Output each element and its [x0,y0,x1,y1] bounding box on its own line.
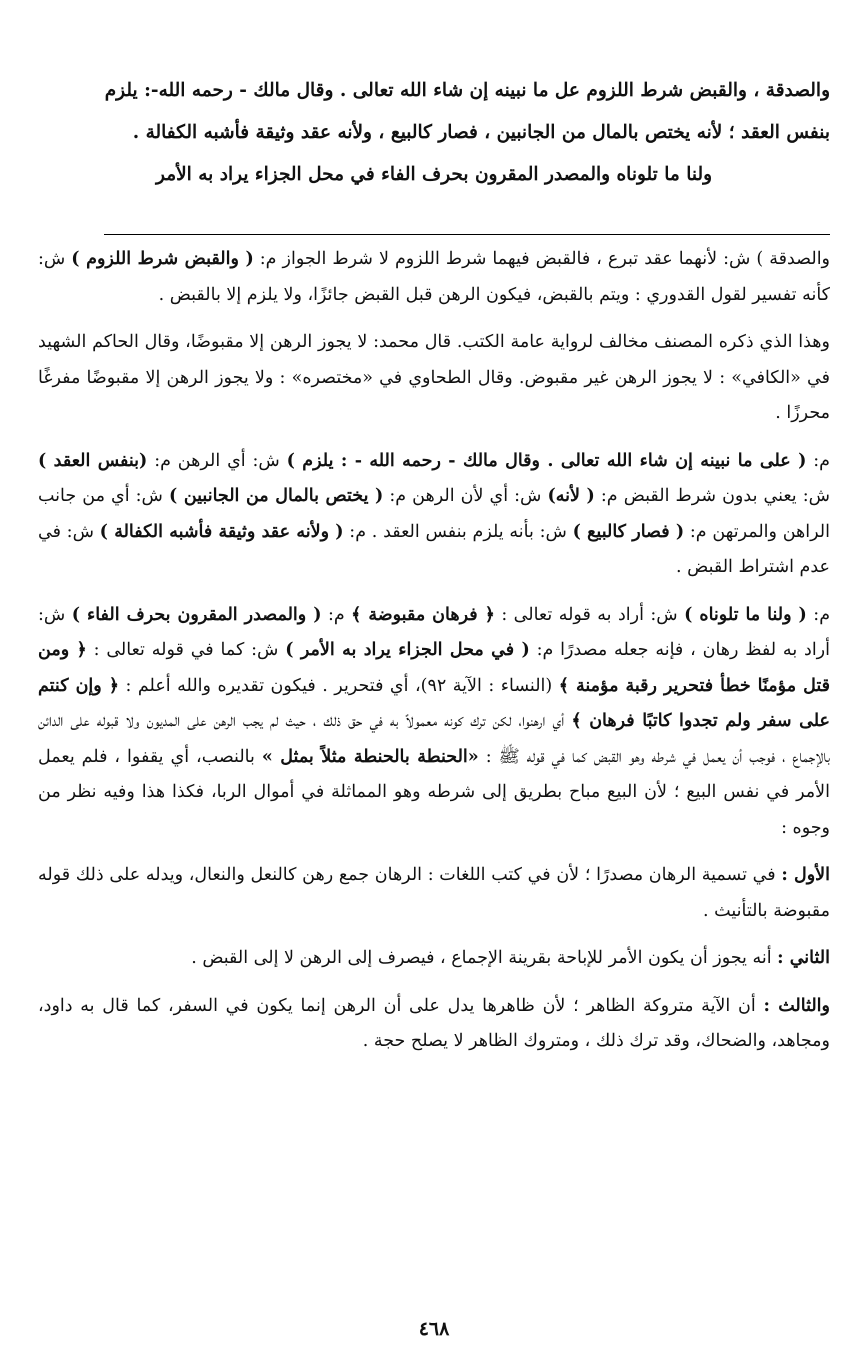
main-text [38,70,830,196]
commentary-paragraph-6 [38,941,830,977]
quoted-matn: ( على ما نبينه إن شاء الله تعالى . وقال مالك - رحمه الله - : يلزم ) [286,450,807,471]
text-span: (النساء : الآية ٩٢)، أي فتحرير . فيكون تقديره والله أعلم : [119,675,559,696]
quoted-matn: ( ولأنه عقد وثيقة فأشبه الكفالة ) [99,521,344,542]
quoted-matn: ( في محل الجزاء يراد به الأمر ) [285,640,530,660]
quoted-matn: ( يختص بالمال من الجانبين ) [168,486,384,506]
text-span: م: [806,450,831,471]
text-span: والصدقة ) ش: لأنهما عقد تبرع ، فالقبض فيهما شرط اللزوم لا شرط الجواز م: [253,249,831,269]
text-span: أي ارهنوا، لكن ترك كونه معمولاً به في حق ذلك ، حيث لم يجب الرهن على المديون ولا قبوله على الدائن بالإجماع ، فوجب أن يعمل في شرطه وهو القبض كما في قوله ﷺ : [38,711,830,767]
commentary-paragraph-5 [38,858,830,929]
text-span: ش: بأنه يلزم بنفس العقد . م: [343,521,573,542]
main-text-line-3: ولنا ما تلوناه والمصدر المقرون بحرف الفاء في محل الجزاء يراد به الأمر [155,164,713,185]
text-span: ش: أراد به قوله تعالى : [494,604,685,625]
quran-quote: ﴿ ومن قتل مؤمنًا خطأ فتحرير رقبة مؤمنة ﴾ [38,640,830,696]
text-span: أنه يجوز أن يكون الأمر للإباحة بقرينة الإجماع ، فيصرف إلى الرهن لا إلى القبض . [191,948,778,968]
quoted-matn: ( لأنه) [547,486,595,506]
commentary-paragraph-1 [38,242,830,313]
quoted-matn: ( ولنا ما تلوناه ) [684,604,807,625]
text-span: م: [321,604,352,625]
text-span: في تسمية الرهان مصدرًا ؛ لأن في كتب اللغات : الرهان جمع رهن كالنعل والنعال، ويدله على ذلك قوله مقبوضة بالتأنيث . [38,865,830,921]
commentary-paragraph-4 [38,598,830,847]
text-span: ش: أراد به لفظ رهان ، فإنه جعله مصدرًا م: [38,604,830,660]
quoted-matn: ( فصار كالبيع ) [572,521,685,542]
point-heading: والثالث : [763,995,830,1016]
quran-quote: ﴿ وإن كنتم على سفر ولم تجدوا كاتبًا فرهان ﴾ [38,675,830,731]
text-span: ش: يعني بدون شرط القبض م: [594,486,830,506]
commentary-paragraph-3 [38,444,830,586]
text-span: ش: كما في قوله تعالى : [86,640,286,660]
quoted-matn: ( والمصدر المقرون بحرف الفاء ) [71,604,322,625]
main-text-line-1: والصدقة ، والقبض شرط اللزوم عل ما نبينه إن شاء الله تعالى . وقال مالك - رحمه الله-: يلزم [104,80,830,101]
text-span: م: [806,604,831,625]
text-span: ش: أي الرهن م: [147,450,287,471]
quoted-matn: ( والقبض شرط اللزوم ) [71,249,254,269]
section-divider [104,234,830,235]
quoted-matn: (بنفس العقد ) [38,450,148,471]
quran-quote: ﴿ فرهان مقبوضة ﴾ [351,604,495,625]
point-heading: الأول : [781,865,831,885]
text-span: بالنصب، أي يقفوا ، فلم يعمل الأمر في نفس البيع ؛ لأن البيع مباح بطريق إلى شرطه وهو المماثلة في أموال الربا، فكذا هذا وفيه نظر من وجوه : [38,746,830,838]
point-heading: الثاني : [777,948,830,968]
text-span: ش: في عدم اشتراط القبض . [38,521,830,577]
text-span: ش: كأنه تفسير لقول القدوري : ويتم بالقبض، فيكون الرهن قبل القبض جائزًا، ولا يلزم إلا بالقبض . [38,249,830,305]
book-page [38,70,830,1371]
text-span: أن الآية متروكة الظاهر ؛ لأن ظاهرها يدل على أن الرهن إنما يكون في السفر، كما قال به داود، ومجاهد، والضحاك، وقد ترك ذلك ، ومتروك الظاهر لا يصلح حجة . [38,995,830,1051]
text-span: ش: أي من جانب الراهن والمرتهن م: [38,486,830,542]
main-text-line-2: بنفس العقد ؛ لأنه يختص بالمال من الجانبين ، فصار كالبيع ، ولأنه عقد وثيقة فأشبه الكفالة . [132,122,830,143]
commentary-paragraph-2: وهذا الذي ذكره المصنف مخالف لرواية عامة الكتب. قال محمد: لا يجوز الرهن إلا مقبوضًا، وقال الحاكم الشهيد في «الكافي» : لا يجوز الرهن غير مقبوض. وقال الطحاوي في «مختصره» : ولا يجوز الرهن إلا مقبوضًا مفرغًا محرزًا . [38,332,830,423]
commentary [38,242,830,1072]
text-span: ش: أي لأن الرهن م: [383,486,548,506]
commentary-paragraph-7 [38,989,830,1060]
page-number: ٤٦٨ [418,1318,450,1340]
hadith-quote: «الحنطة بالحنطة مثلاً بمثل » [261,746,479,767]
